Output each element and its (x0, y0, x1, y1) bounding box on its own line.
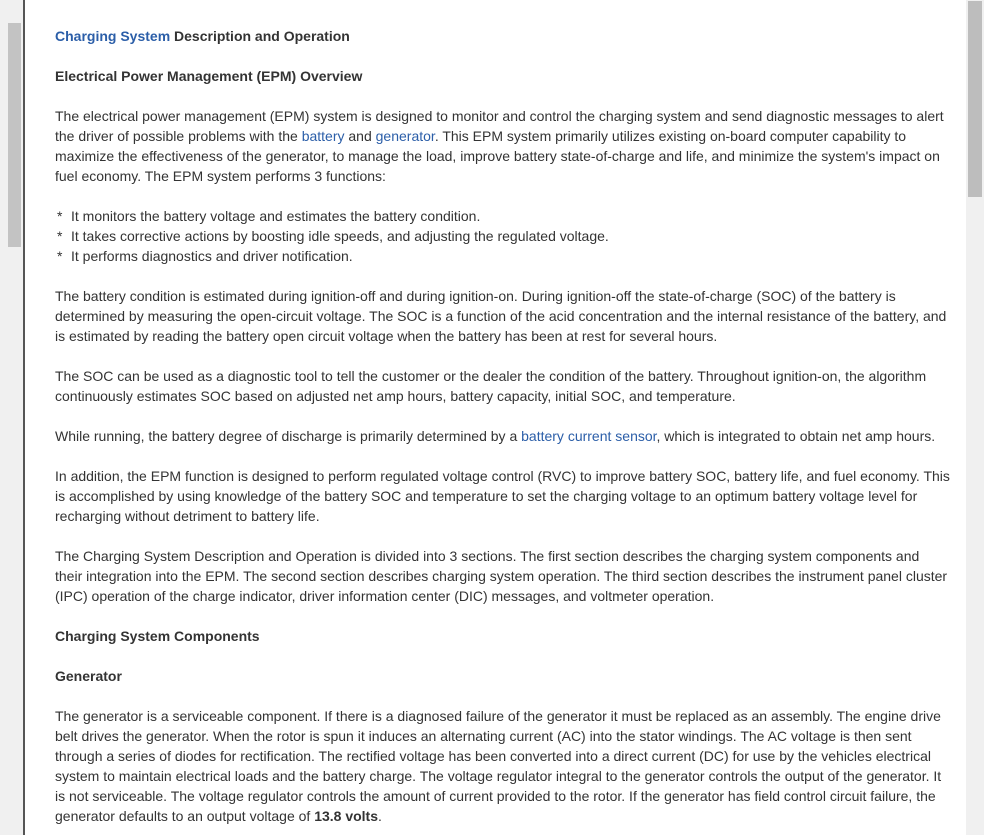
paragraph-intro (55, 106, 950, 186)
scrollbar-thumb[interactable] (968, 1, 982, 197)
paragraph-sections: The Charging System Description and Operation is divided into 3 sections. The first section describes the charging system components and their integration into the EPM. The second section describes charging system operation. The third section describes the instrument panel cluster (IPC) operation of the charge indicator, driver information center (DIC) messages, and voltmeter operation. (55, 548, 948, 604)
list-item (55, 226, 950, 246)
text: , which is integrated to obtain net amp hours. (656, 428, 936, 444)
list-item (55, 246, 950, 266)
paragraph-running (55, 426, 950, 446)
voltage-value: 13.8 volts (314, 808, 379, 824)
paragraph-battery-condition: The battery condition is estimated during ignition-off and during ignition-on. During ignition-off the state-of-charge (SOC) of the battery is determined by measuring the open-circuit voltage. The SOC is a function of the acid concentration and the internal resistance of the battery, and is estimated by reading the battery open circuit voltage when the battery has been at rest for several hours. (55, 288, 947, 344)
functions-list (55, 206, 950, 266)
text: The generator is a serviceable component. If there is a diagnosed failure of the generator it must be replaced as an assembly. The engine drive belt drives the generator. When the rotor is spun it induces an alternating current (AC) into the stator windings. The AC voltage is then sent through a series of diodes for rectification. The rectified voltage has been converted into a direct current (DC) for use by the vehicles electrical system to maintain electrical loads and the battery charge. The voltage regulator integral to the generator controls the output of the generator. It is not serviceable. The voltage regulator controls the amount of current provided to the rotor. If the generator has field control circuit failure, the generator defaults to an output voltage of (55, 708, 942, 824)
battery-link[interactable]: battery (301, 128, 345, 144)
document-panel (25, 0, 966, 835)
charging-system-link[interactable]: Charging System (55, 28, 171, 44)
generator-link[interactable]: generator (375, 128, 435, 144)
bullet: * (57, 228, 63, 244)
paragraph-generator (55, 706, 950, 826)
battery-current-sensor-link[interactable]: battery current sensor (521, 428, 657, 444)
vertical-scrollbar[interactable] (966, 0, 984, 835)
page-title (55, 26, 950, 46)
background-scrollbar-thumb[interactable] (8, 23, 21, 247)
paragraph-soc: The SOC can be used as a diagnostic tool to tell the customer or the dealer the condition of the battery. Throughout ignition-on, the algorithm continuously estimates SOC based on adjusted net amp hours, battery capacity, initial SOC, and temperature. (55, 368, 927, 404)
epm-heading: Electrical Power Management (EPM) Overview (55, 68, 363, 84)
text: . This EPM system primarily utilizes existing on-board computer capability to maximize the effectiveness of the generator, to manage the load, improve battery state-of-charge and life, and minimize the system's impact on fuel economy. The EPM system performs 3 functions: (55, 128, 940, 184)
list-item (55, 206, 950, 226)
paragraph-rvc: In addition, the EPM function is designed to perform regulated voltage control (RVC) to improve battery SOC, battery life, and fuel economy. This is accomplished by using knowledge of the battery SOC and temperature to set the charging voltage to an optimum battery voltage level for recharging without detriment to battery life. (55, 468, 950, 524)
text: The electrical power management (EPM) system is designed to monitor and control the charging system and send diagnostic messages to alert the driver of possible problems with the (55, 108, 944, 144)
bullet: * (57, 208, 63, 224)
generator-heading: Generator (55, 668, 122, 684)
title-text: Description and Operation (170, 28, 350, 44)
text: . (378, 808, 382, 824)
background-scrollbar[interactable] (0, 0, 23, 835)
list-item-text: It monitors the battery voltage and estimates the battery condition. (71, 208, 481, 224)
bullet: * (57, 248, 63, 264)
text: and (344, 128, 376, 144)
list-item-text: It takes corrective actions by boosting idle speeds, and adjusting the regulated voltage. (71, 228, 609, 244)
components-heading: Charging System Components (55, 628, 260, 644)
text: While running, the battery degree of discharge is primarily determined by a (55, 428, 522, 444)
document-content (25, 0, 950, 826)
list-item-text: It performs diagnostics and driver notification. (71, 248, 353, 264)
